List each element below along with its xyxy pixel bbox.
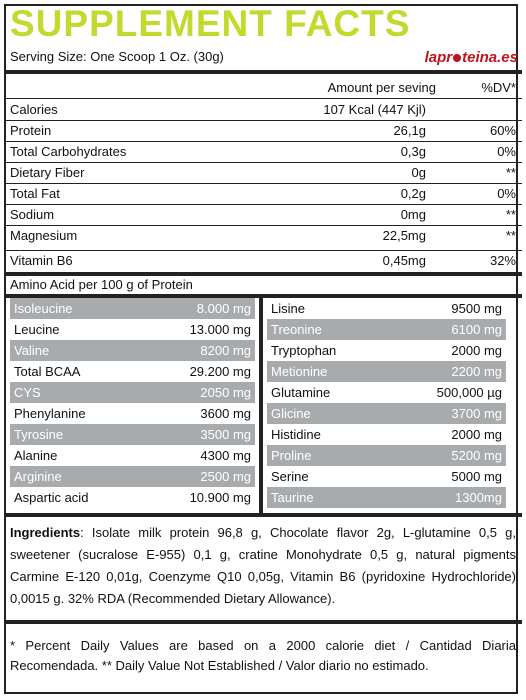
nutrient-name: Vitamin B6	[10, 253, 73, 268]
amino-name: Serine	[271, 469, 309, 484]
logo-dot-icon	[453, 54, 461, 62]
amino-value: 500,000 µg	[436, 385, 502, 400]
amino-name: Taurine	[271, 490, 314, 505]
nutrient-row	[10, 226, 516, 246]
amino-name: Tyrosine	[14, 427, 64, 442]
column-divider	[259, 296, 263, 514]
amino-name: Histidine	[271, 427, 321, 442]
nutrient-amount: 107 Kcal (447 Kjl)	[323, 102, 426, 117]
divider	[4, 98, 522, 99]
amino-name: Valine	[14, 343, 50, 358]
nutrient-name: Sodium	[10, 207, 55, 222]
brand-logo	[425, 49, 518, 66]
amino-value: 3500 mg	[200, 427, 251, 442]
amino-name: Proline	[271, 448, 312, 463]
nutrient-amount: 0,3g	[400, 144, 426, 159]
divider	[4, 513, 522, 517]
nutrient-row	[10, 251, 516, 271]
amino-row	[10, 466, 255, 487]
amino-value: 13.000 mg	[189, 322, 251, 337]
nutrient-amount: 0g	[411, 165, 426, 180]
nutrient-dv: 0%	[497, 144, 516, 159]
amino-row	[267, 319, 506, 340]
nutrient-dv: **	[505, 228, 516, 243]
nutrient-name: Protein	[10, 123, 52, 138]
nutrient-row	[10, 205, 516, 225]
amino-row	[267, 382, 506, 403]
amino-value: 5000 mg	[451, 469, 502, 484]
nutrient-row	[10, 184, 516, 204]
amino-row	[10, 361, 255, 382]
amino-heading: Amino Acid per 100 g of Protein	[10, 277, 193, 292]
nutrient-name: Dietary Fiber	[10, 165, 85, 180]
amino-name: Alanine	[14, 448, 58, 463]
logo-text-part1: lapr	[424, 49, 453, 66]
amino-name: Arginine	[14, 469, 62, 484]
nutrient-row	[10, 163, 516, 183]
amino-right-column	[267, 298, 506, 511]
amino-value: 3700 mg	[451, 406, 502, 421]
logo-text-part2: teina.es	[462, 49, 518, 66]
amino-name: Glicine	[271, 406, 311, 421]
ingredients-label: Ingredients	[10, 525, 81, 540]
amino-row	[267, 445, 506, 466]
amino-name: Leucine	[14, 322, 60, 337]
amino-value: 2200 mg	[451, 364, 502, 379]
amino-value: 2500 mg	[200, 469, 251, 484]
amino-name: Treonine	[271, 322, 322, 337]
nutrient-row	[10, 121, 516, 141]
page-title: SUPPLEMENT FACTS	[10, 3, 411, 44]
nutrient-amount: 26,1g	[393, 123, 426, 138]
amino-name: Glutamine	[271, 385, 331, 400]
nutrient-amount: 0,45mg	[382, 253, 426, 268]
dv-header: %DV*	[481, 80, 516, 95]
amino-row	[267, 487, 506, 508]
nutrient-dv: 0%	[497, 186, 516, 201]
amino-name: Aspartic acid	[14, 490, 89, 505]
amino-row	[10, 487, 255, 508]
nutrient-name: Total Fat	[10, 186, 60, 201]
divider	[4, 620, 522, 624]
amino-row	[10, 340, 255, 361]
amino-value: 10.900 mg	[189, 490, 251, 505]
amino-name: CYS	[14, 385, 41, 400]
amino-row	[267, 403, 506, 424]
nutrient-row	[10, 142, 516, 162]
amino-value: 8.000 mg	[196, 301, 251, 316]
amino-value: 4300 mg	[200, 448, 251, 463]
nutrient-name: Magnesium	[10, 228, 78, 243]
nutrient-header	[10, 78, 516, 98]
nutrient-dv: **	[505, 165, 516, 180]
serving-size: Serving Size: One Scoop 1 Oz. (30g)	[10, 49, 224, 64]
amino-row	[267, 340, 506, 361]
amino-value: 3600 mg	[200, 406, 251, 421]
nutrient-name: Calories	[10, 102, 58, 117]
amino-value: 29.200 mg	[189, 364, 251, 379]
amino-name: Metionine	[271, 364, 328, 379]
ingredients-text: : Isolate milk protein 96,8 g, Chocolate flavor 2g, L-glutamine 0,5 g, sweetener (sucralose E-955) 0,1 g, cratine Monohydrate 0,5 g, natural pigments Carmine E-120 0,01g, Coenzyme Q10 0,05g, Vitamin B6 (pyridoxine Hydrochloride) 0,0015 g. 32% RDA (Recommended Dietary Allowance).	[10, 525, 516, 606]
amino-row	[267, 466, 506, 487]
divider	[4, 70, 522, 74]
amino-name: Isoleucine	[14, 301, 73, 316]
amino-value: 2000 mg	[451, 427, 502, 442]
amino-name: Tryptophan	[271, 343, 337, 358]
divider	[4, 272, 522, 276]
amino-row	[10, 424, 255, 445]
amino-value: 2050 mg	[200, 385, 251, 400]
nutrient-row	[10, 100, 516, 120]
amino-row	[10, 319, 255, 340]
nutrient-dv: 32%	[489, 253, 516, 268]
amino-row	[10, 445, 255, 466]
amount-header: Amount per seving	[327, 80, 436, 95]
amino-value: 5200 mg	[451, 448, 502, 463]
amino-row	[10, 298, 255, 319]
ingredients	[10, 522, 516, 610]
amino-name: Phenylanine	[14, 406, 86, 421]
footnote: * Percent Daily Values are based on a 2000 calorie diet / Cantidad Diaria Recomendada. ** Daily Value Not Established / Valor diario no estimado.	[10, 638, 516, 673]
nutrient-dv: **	[505, 207, 516, 222]
amino-name: Lisine	[271, 301, 305, 316]
amino-left-column	[10, 298, 255, 511]
nutrient-amount: 0mg	[400, 207, 426, 222]
amino-value: 6100 mg	[451, 322, 502, 337]
amino-value: 9500 mg	[451, 301, 502, 316]
amino-value: 2000 mg	[451, 343, 502, 358]
amino-row	[267, 424, 506, 445]
nutrient-amount: 22,5mg	[382, 228, 426, 243]
amino-value: 1300mg	[455, 490, 502, 505]
nutrient-dv: 60%	[489, 123, 516, 138]
amino-name: Total BCAA	[14, 364, 81, 379]
amino-row	[267, 361, 506, 382]
amino-row	[267, 298, 506, 319]
amino-row	[10, 382, 255, 403]
amino-row	[10, 403, 255, 424]
amino-value: 8200 mg	[200, 343, 251, 358]
nutrient-name: Total Carbohydrates	[10, 144, 127, 159]
nutrient-amount: 0,2g	[400, 186, 426, 201]
